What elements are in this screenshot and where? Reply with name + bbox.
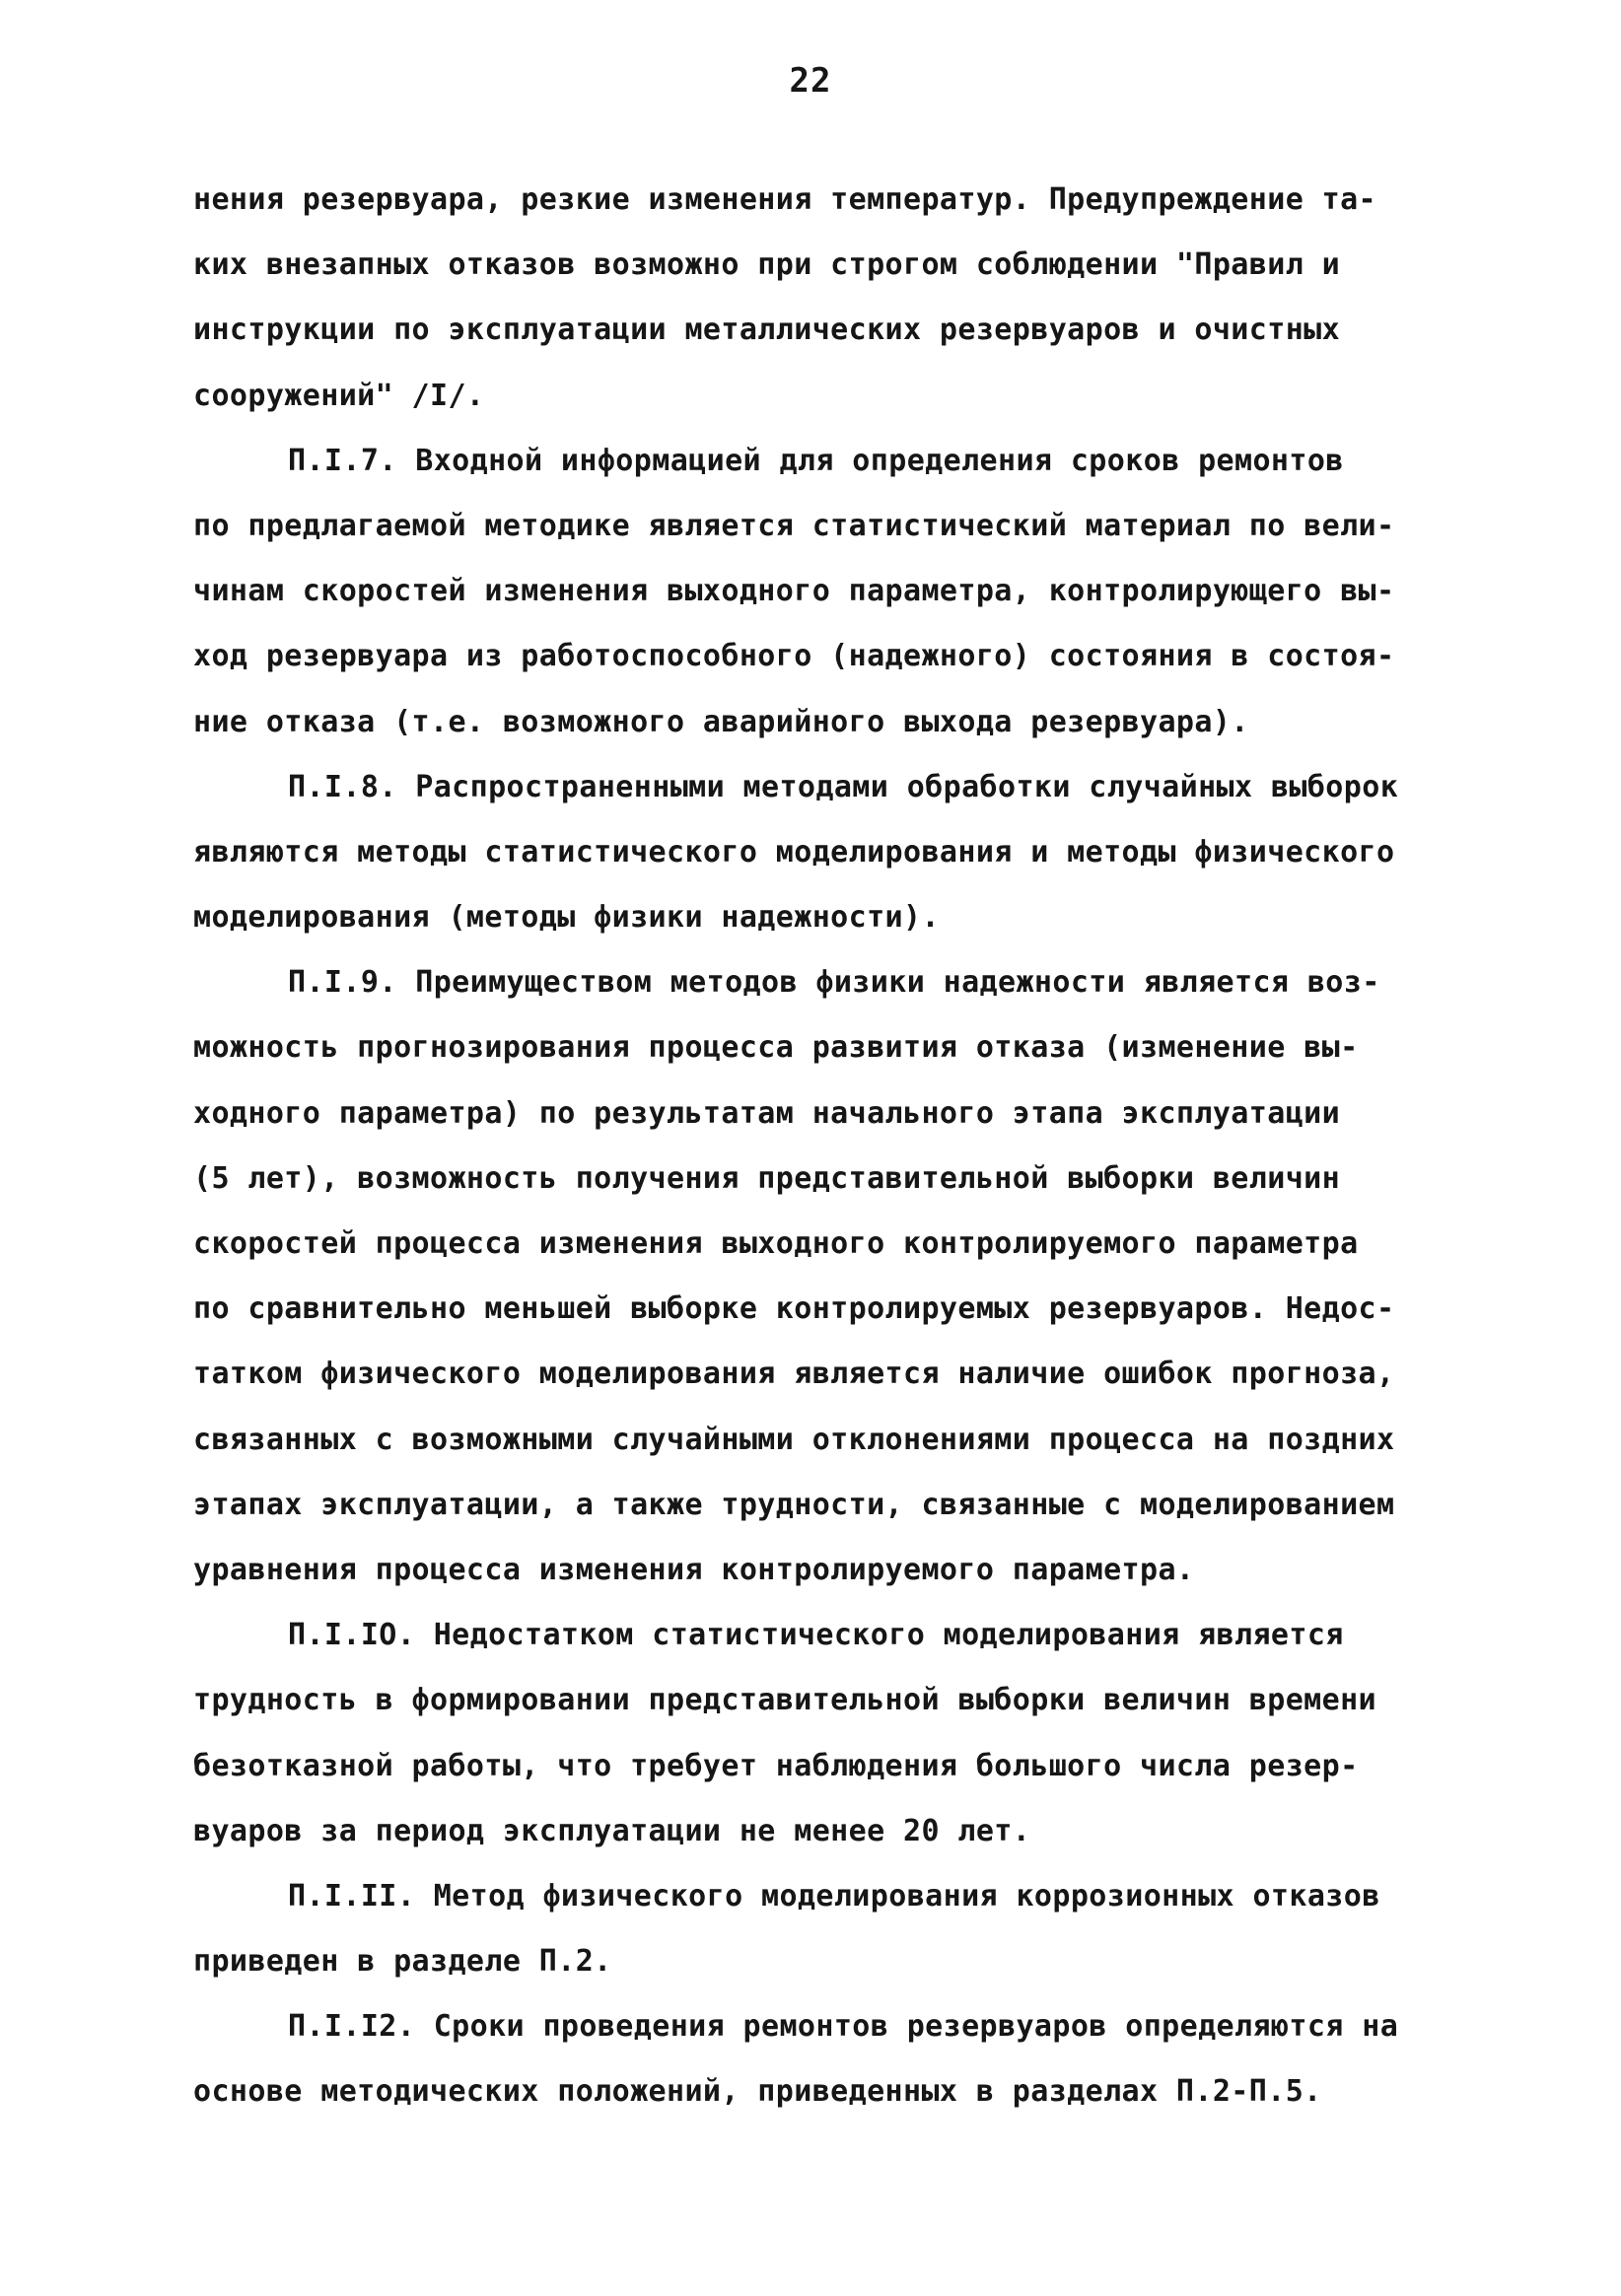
text-line: приведен в разделе П.2.	[193, 1944, 612, 1980]
text-line: трудность в формировании представительной выборки величин времени	[193, 1683, 1376, 1718]
text-line: являются методы статистического моделирования и методы физического	[193, 834, 1395, 870]
paragraph-first-line: П.I.I2. Сроки проведения ремонтов резервуаров определяются на	[288, 2009, 1399, 2045]
text-line: безотказной работы, что требует наблюдения большого числа резер-	[193, 1748, 1359, 1783]
text-line: (5 лет), возможность получения представительной выборки величин	[193, 1160, 1341, 1196]
text-line: уравнения процесса изменения контролируемого параметра.	[193, 1552, 1195, 1587]
text-line: ких внезапных отказов возможно при строгом соблюдении "Правил и	[193, 247, 1341, 283]
text-line: по предлагаемой методике является статистический материал по вели-	[193, 508, 1395, 543]
text-line: татком физического моделирования является наличие ошибок прогноза,	[193, 1357, 1395, 1392]
text-line: скоростей процесса изменения выходного контролируемого параметра	[193, 1226, 1359, 1261]
page-number: 22	[789, 61, 832, 101]
text-line: сооружений" /I/.	[193, 378, 485, 413]
paragraph-first-line: П.I.II. Метод физического моделирования коррозионных отказов	[288, 1878, 1380, 1913]
document-body	[193, 168, 1534, 2125]
text-line: ние отказа (т.е. возможного аварийного выхода резервуара).	[193, 704, 1249, 739]
paragraph-first-line: П.I.IO. Недостатком статистического моделирования является	[288, 1618, 1344, 1653]
text-line: по сравнительно меньшей выборке контролируемых резервуаров. Недос-	[193, 1291, 1395, 1327]
text-line: этапах эксплуатации, а также трудности, связанные с моделированием	[193, 1487, 1395, 1522]
text-line: ходного параметра) по результатам начального этапа эксплуатации	[193, 1095, 1341, 1131]
text-line: можность прогнозирования процесса развития отказа (изменение вы-	[193, 1030, 1359, 1066]
text-line: инструкции по эксплуатации металлических резервуаров и очистных	[193, 313, 1341, 348]
text-line: чинам скоростей изменения выходного параметра, контролирующего вы-	[193, 574, 1395, 609]
text-line: связанных с возможными случайными отклонениями процесса на поздних	[193, 1422, 1395, 1457]
text-line: ход резервуара из работоспособного (надежного) состояния в состоя-	[193, 639, 1395, 674]
paragraph-first-line: П.I.7. Входной информацией для определения сроков ремонтов	[288, 443, 1344, 478]
text-line: моделирования (методы физики надежности).	[193, 900, 940, 936]
text-line: вуаров за период эксплуатации не менее 20 лет.	[193, 1813, 1031, 1848]
text-line: нения резервуара, резкие изменения температур. Предупреждение та-	[193, 182, 1376, 217]
text-line: основе методических положений, приведенных в разделах П.2-П.5.	[193, 2074, 1322, 2110]
paragraph-first-line: П.I.9. Преимуществом методов физики надежности является воз-	[288, 965, 1380, 1001]
paragraph-first-line: П.I.8. Распространенными методами обработки случайных выборок	[288, 769, 1399, 804]
